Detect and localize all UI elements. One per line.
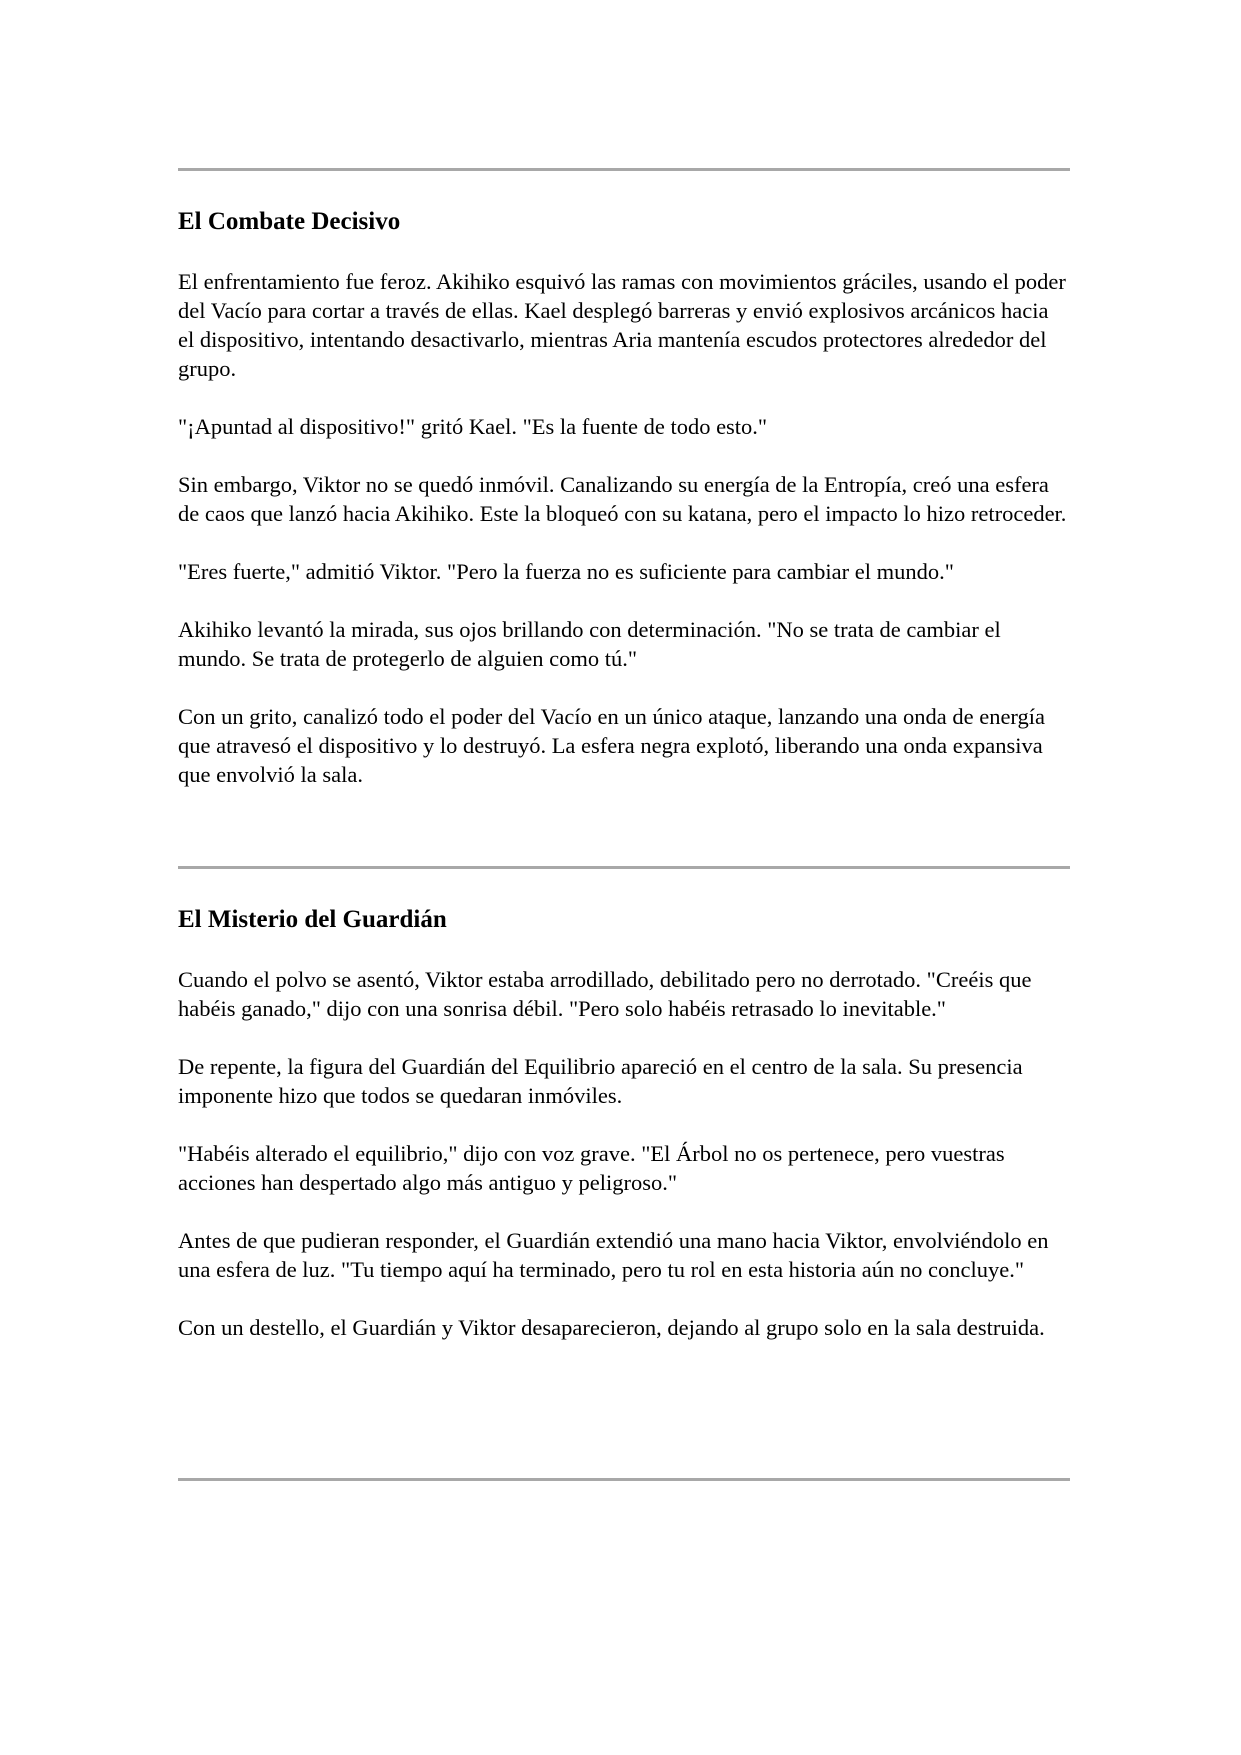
paragraph: De repente, la figura del Guardián del Equilibrio apareció en el centro de la sala. Su presencia imponente hizo que todos se quedaran inmóviles.	[178, 1054, 1023, 1108]
horizontal-rule-bottom	[178, 1478, 1070, 1481]
paragraph: El enfrentamiento fue feroz. Akihiko esquivó las ramas con movimientos gráciles, usando el poder del Vacío para cortar a través de ellas. Kael desplegó barreras y envió explosivos arcánicos hacia el dispositivo, intentando desactivarlo, mientras Aria mantenía escudos protectores alrededor del grupo.	[178, 269, 1066, 381]
paragraph: "¡Apuntad al dispositivo!" gritó Kael. "Es la fuente de todo esto."	[178, 414, 768, 439]
section-misterio-guardian	[178, 905, 1070, 1342]
paragraph: Akihiko levantó la mirada, sus ojos brillando con determinación. "No se trata de cambiar el mundo. Se trata de protegerlo de alguien como tú."	[178, 617, 1001, 671]
section-heading: El Combate Decisivo	[178, 208, 401, 235]
paragraph: "Habéis alterado el equilibrio," dijo con voz grave. "El Árbol no os pertenece, pero vuestras acciones han despertado algo más antiguo y peligroso."	[178, 1141, 1005, 1195]
section-combate-decisivo	[178, 207, 1070, 789]
paragraph: "Eres fuerte," admitió Viktor. "Pero la fuerza no es suficiente para cambiar el mundo."	[178, 559, 954, 584]
paragraph: Antes de que pudieran responder, el Guardián extendió una mano hacia Viktor, envolviéndolo en una esfera de luz. "Tu tiempo aquí ha terminado, pero tu rol en esta historia aún no concluye."	[178, 1228, 1049, 1282]
paragraph: Con un destello, el Guardián y Viktor desaparecieron, dejando al grupo solo en la sala destruida.	[178, 1315, 1045, 1340]
horizontal-rule-top	[178, 168, 1070, 171]
section-heading: El Misterio del Guardián	[178, 906, 447, 933]
paragraph: Con un grito, canalizó todo el poder del Vacío en un único ataque, lanzando una onda de energía que atravesó el dispositivo y lo destruyó. La esfera negra explotó, liberando una onda expansiva que envolvió la sala.	[178, 704, 1046, 787]
paragraph: Cuando el polvo se asentó, Viktor estaba arrodillado, debilitado pero no derrotado. "Creéis que habéis ganado," dijo con una sonrisa débil. "Pero solo habéis retrasado lo inevitable."	[178, 967, 1032, 1021]
paragraph: Sin embargo, Viktor no se quedó inmóvil. Canalizando su energía de la Entropía, creó una esfera de caos que lanzó hacia Akihiko. Este la bloqueó con su katana, pero el impacto lo hizo retroceder.	[178, 472, 1067, 526]
horizontal-rule-middle	[178, 866, 1070, 869]
